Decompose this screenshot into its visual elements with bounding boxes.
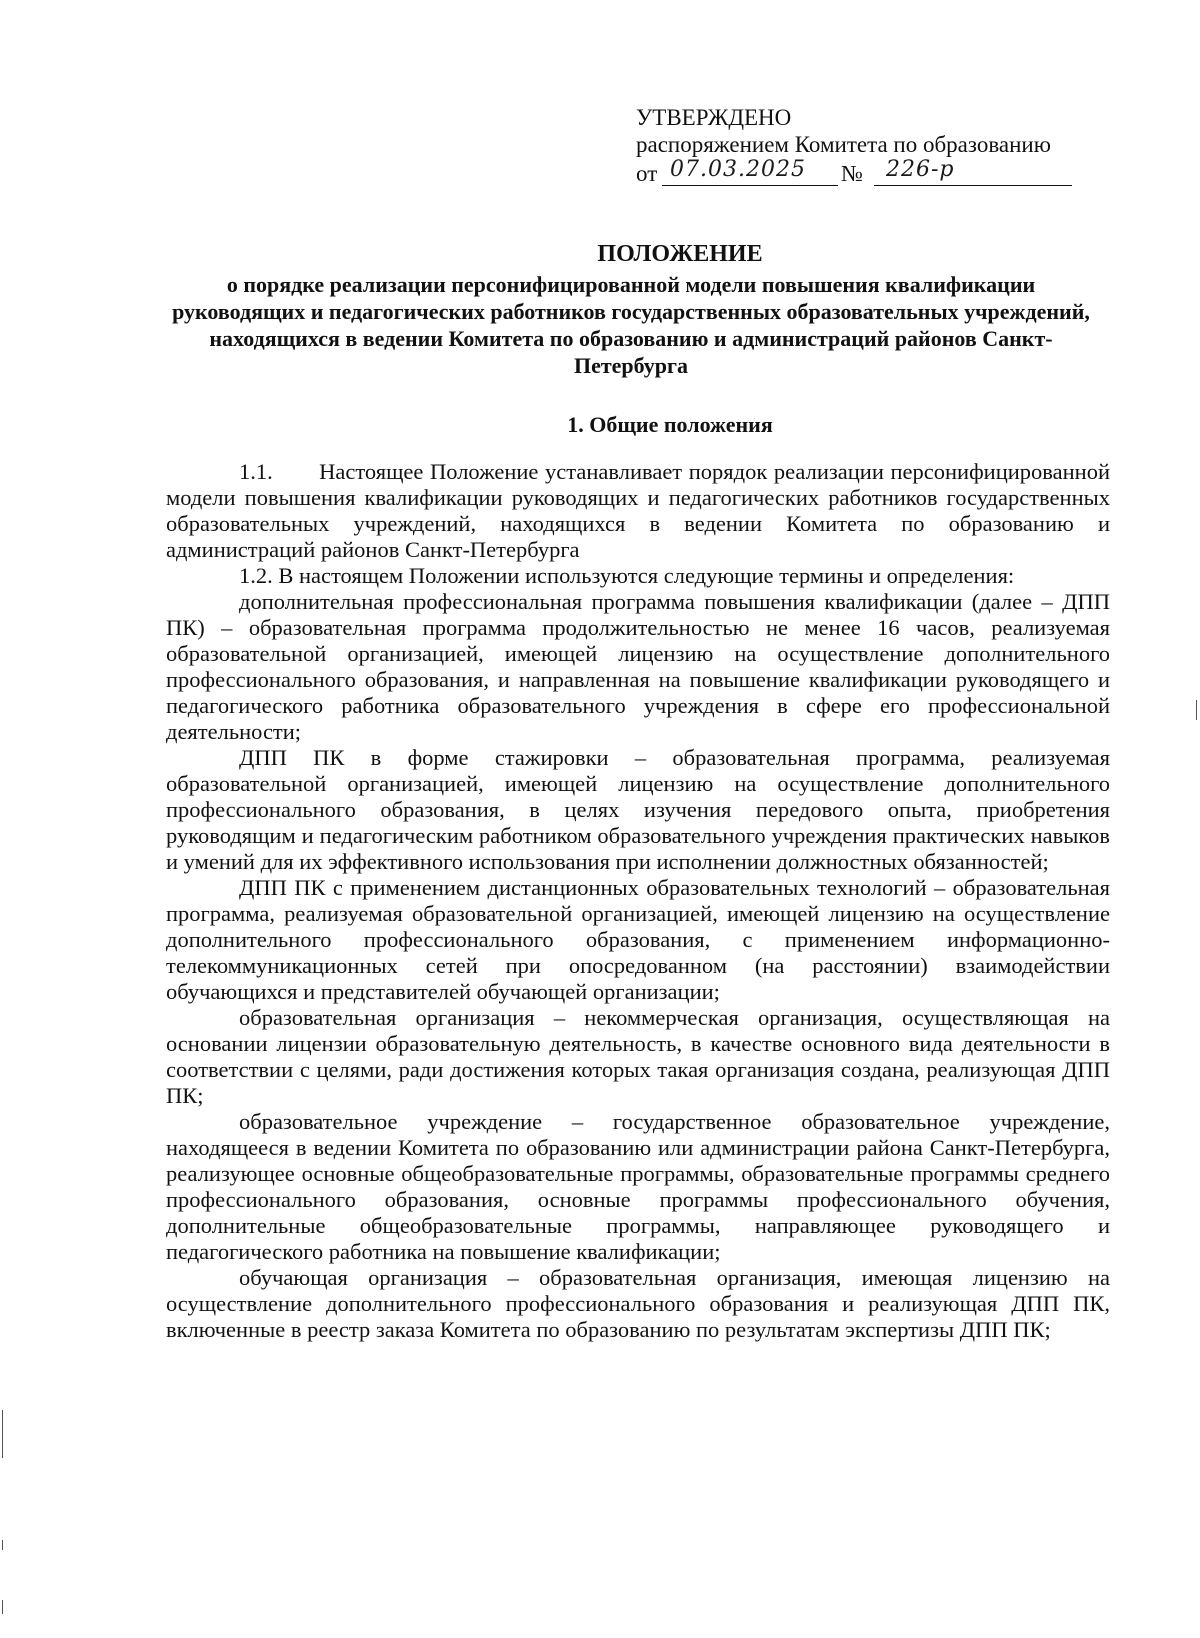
approval-heading: УТВЕРЖДЕНО [636,105,792,130]
scan-artifact [2,1410,3,1458]
scan-artifact [2,1540,3,1550]
definition-training-organization: обучающая организация – образовательная организация, имеющая лицензию на осуществление дополнительного профессионального образования и реализующая ДПП ПК, включенные в реестр заказа Комитета по образованию по результатам экспертизы ДПП ПК; [166,1265,1110,1342]
approval-block [636,104,1081,190]
number-underline [874,185,1072,186]
paragraph-1-1: 1.1. Настоящее Положение устанавливает порядок реализации персонифицированной модели повышения квалификации руководящих и педагогических работников государственных образовательных учреждений, находящихся в ведении Комитета по образованию и администраций районов Санкт-Петербурга [166,459,1110,562]
number-prefix: № [841,161,863,186]
approval-date-number [636,157,1081,190]
approval-authority: распоряжением Комитета по образованию [636,132,1051,157]
scan-artifact [2,1600,3,1614]
date-prefix: от [636,161,658,186]
document-title: ПОЛОЖЕНИЕ [597,241,763,267]
definition-distance: ДПП ПК с применением дистанционных образовательных технологий – образовательная программа, реализуемая образовательной организацией, имеющей лицензию на осуществление дополнительного профессионального образования, с применением информационно-телекоммуникационных сетей при опосредованном (на расстоянии) взаимодействии обучающихся и представителей обучающей организации; [166,875,1110,1004]
date-underline [662,185,838,186]
definition-educational-institution: образовательное учреждение – государственное образовательное учреждение, находящееся в ведении Комитета по образованию или администрации района Санкт-Петербурга, реализующее основные общеобразовательные программы, образовательные программы среднего профессионального образования, основные программы профессионального обучения, дополнительные общеобразовательные программы, направляющее руководящего и педагогического работника на повышение квалификации; [166,1109,1110,1264]
paragraph-1-2: 1.2. В настоящем Положении используются следующие термины и определения: [239,563,1015,588]
handwritten-date: 07.03.2025 [670,157,806,182]
definition-internship: ДПП ПК в форме стажировки – образовательная программа, реализуемая образовательной организацией, имеющей лицензию на осуществление дополнительного профессионального образования, в целях изучения передового опыта, приобретения руководящим и педагогическим работником образовательного учреждения практических навыков и умений для их эффективного использования при исполнении должностных обязанностей; [166,745,1110,874]
handwritten-number: 226-р [886,157,955,182]
definition-dpp-pk: дополнительная профессиональная программа повышения квалификации (далее – ДПП ПК) – образовательная программа продолжительностью не менее 16 часов, реализуемая образовательной организацией, имеющей лицензию на осуществление дополнительного профессионального образования, и направленная на повышение квалификации руководящего и педагогического работника образовательного учреждения в сфере его профессиональной деятельности; [166,589,1110,744]
document-subtitle: о порядке реализации персонифицированной модели повышения квалификации руководящих и педагогических работников государственных образовательных учреждений, находящихся в ведении Комитета по образованию и администраций районов Санкт-Петербурга [172,272,1090,378]
section-heading: 1. Общие положения [567,412,773,437]
scan-artifact [1196,700,1197,720]
definition-educational-organization: образовательная организация – некоммерческая организация, осуществляющая на основании лицензии образовательную деятельность, в качестве основного вида деятельности в соответствии с целями, ради достижения которых такая организация создана, реализующая ДПП ПК; [166,1005,1110,1108]
document-body [166,459,1110,1343]
